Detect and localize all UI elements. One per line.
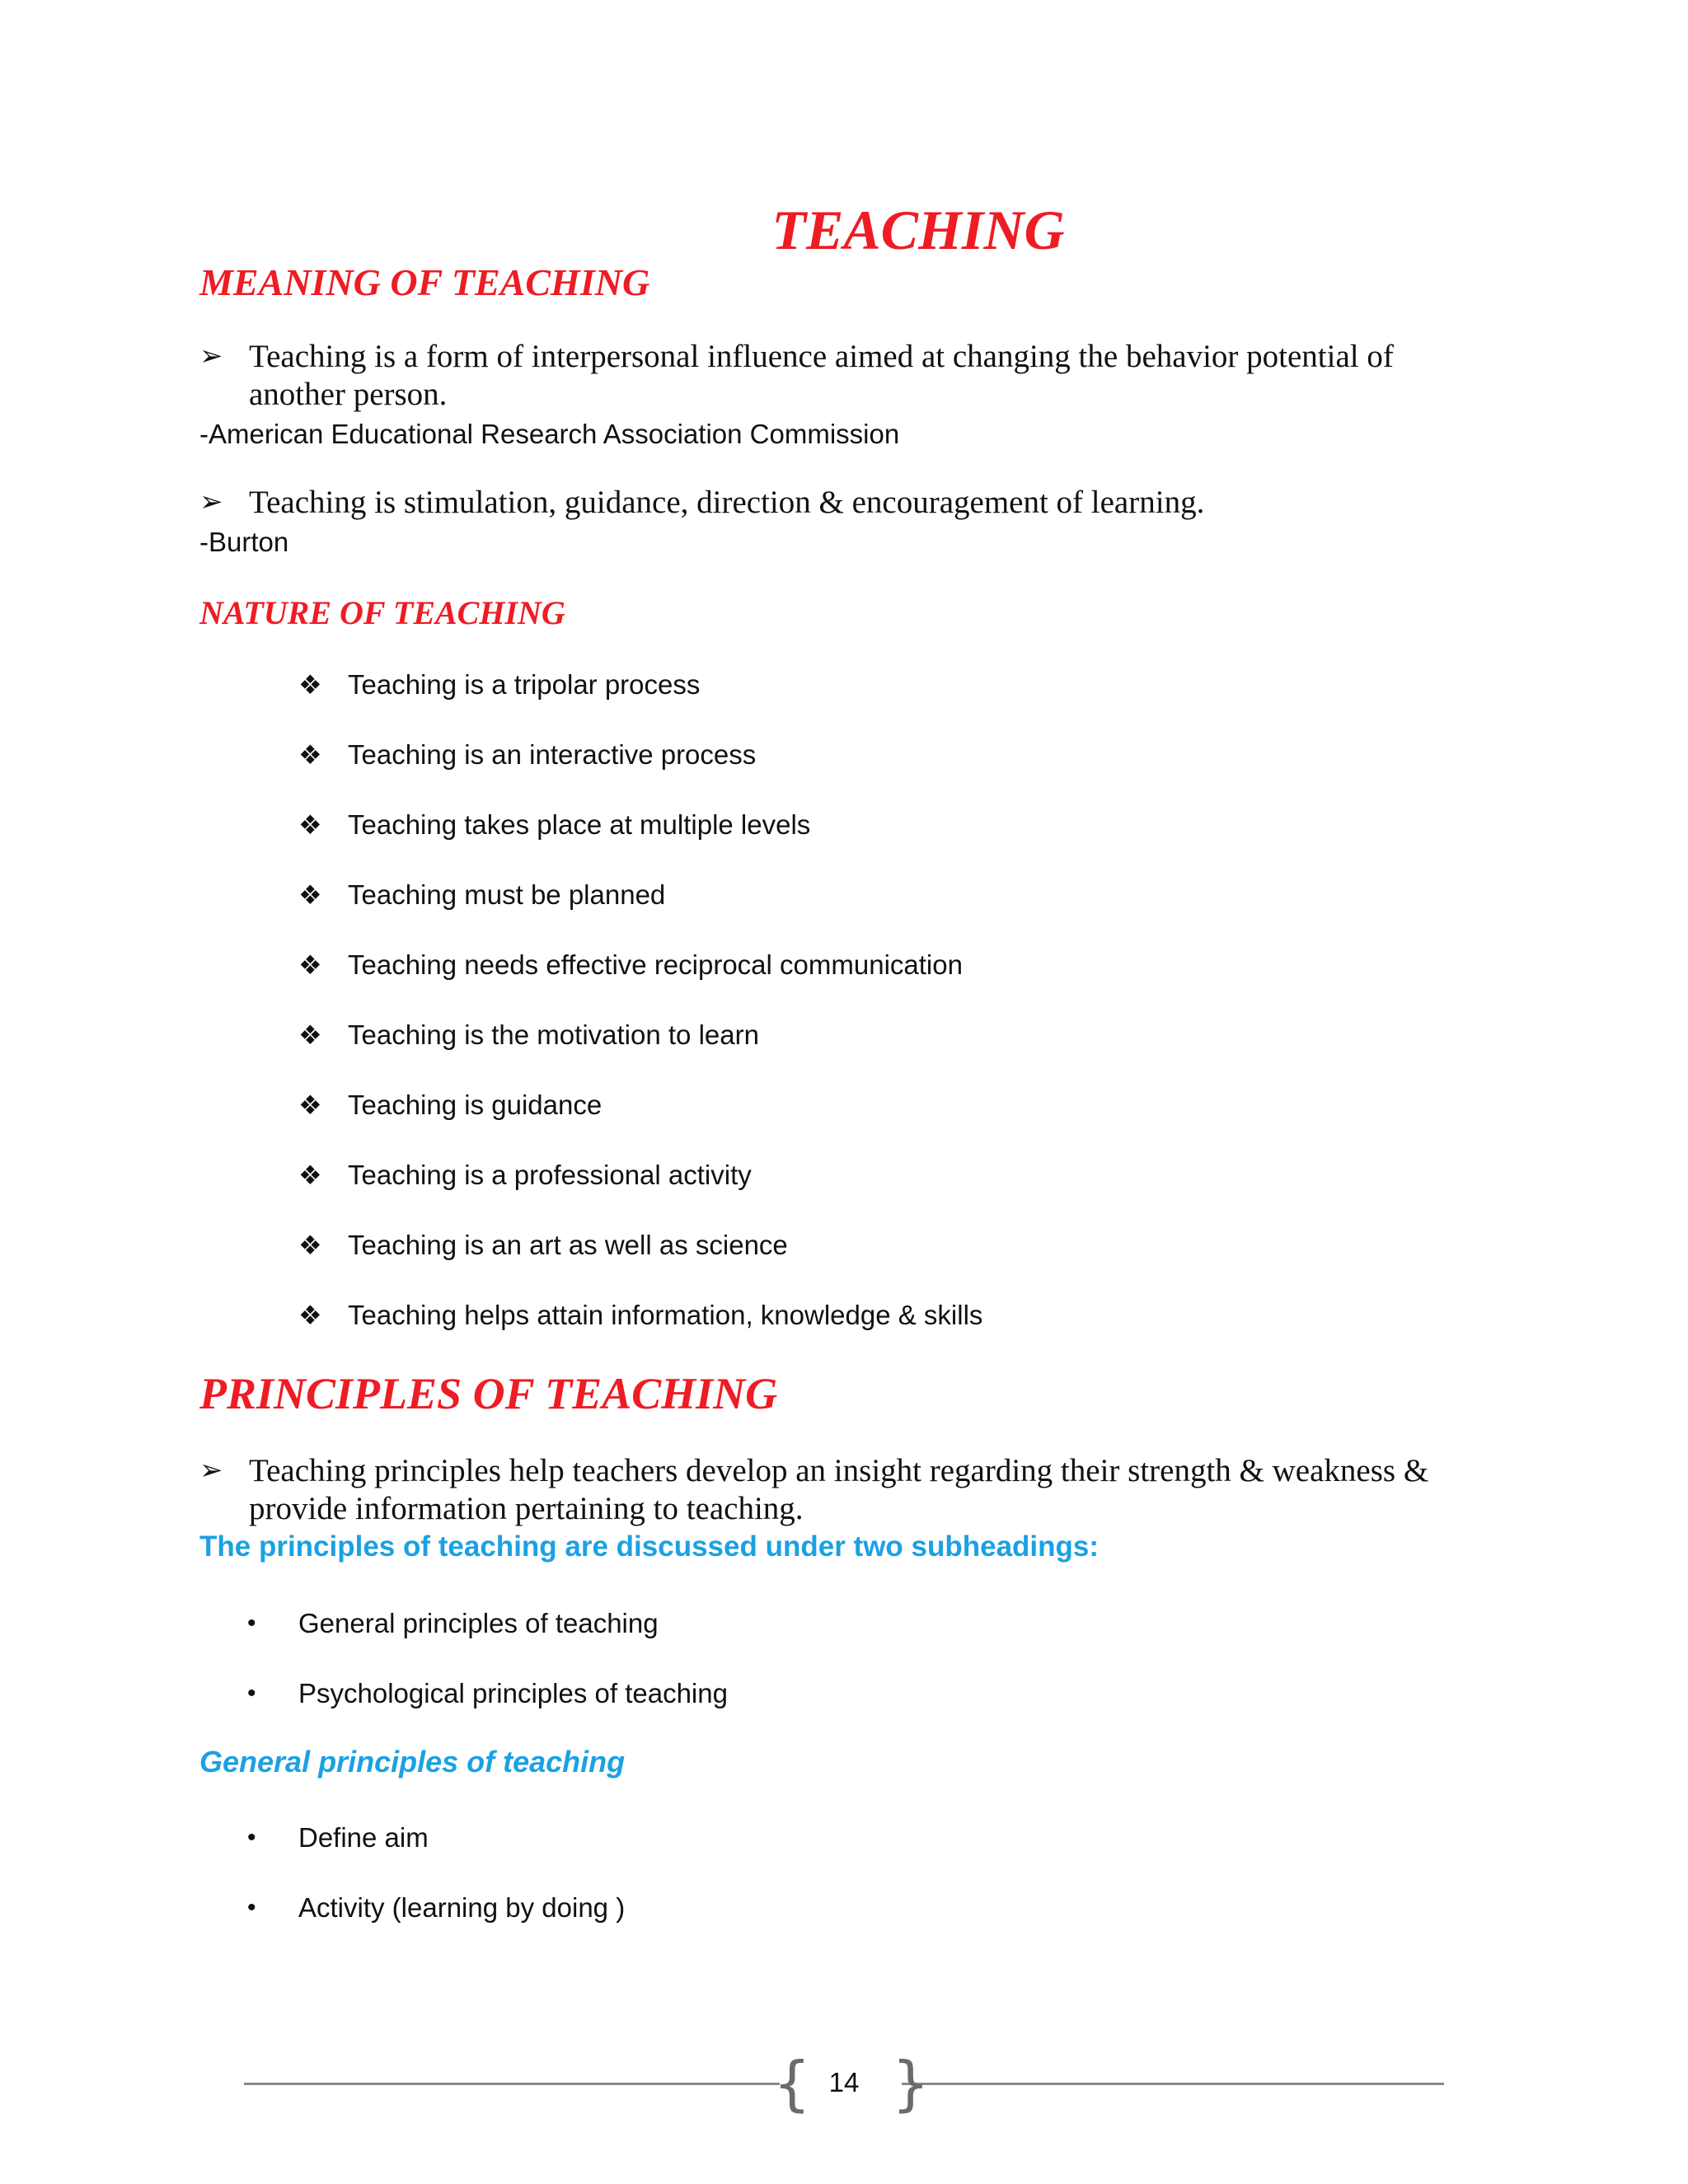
list-item-text: Teaching must be planned [348, 879, 666, 910]
list-item-text: Teaching is guidance [348, 1090, 603, 1120]
list-item [298, 664, 982, 734]
list-item-text: Teaching needs effective reciprocal communication [348, 949, 963, 980]
list-item [247, 1817, 625, 1887]
list-item-text: Psychological principles of teaching [298, 1678, 728, 1708]
general-principles-heading: General principles of teaching [199, 1745, 626, 1779]
principles-intro-text: Teaching principles help teachers develop an insight regarding their strength & weakness & provide information pertaining to teaching. [249, 1453, 1429, 1526]
footer-divider-left [244, 2083, 780, 2085]
list-item-text: Teaching is an art as well as science [348, 1230, 788, 1260]
nature-list [298, 664, 982, 1365]
list-item-text: Teaching is a professional activity [348, 1160, 752, 1190]
list-item-text: Activity (learning by doing ) [298, 1892, 626, 1923]
diamond-bullet-icon: ❖ [298, 950, 322, 980]
list-item [247, 1887, 625, 1957]
list-item [298, 1155, 982, 1225]
diamond-bullet-icon: ❖ [298, 1230, 322, 1260]
meaning-quote-2-attribution: -Burton [199, 527, 289, 557]
list-item-text: Teaching takes place at multiple levels [348, 809, 811, 840]
list-item-text: Define aim [298, 1822, 429, 1853]
bullet-icon: • [247, 1824, 256, 1851]
list-item [298, 874, 982, 944]
diamond-bullet-icon: ❖ [298, 740, 322, 770]
left-brace-icon: { [773, 2049, 811, 2118]
arrow-bullet-icon: ➢ [199, 341, 223, 372]
list-item [298, 1015, 982, 1085]
right-brace-icon: } [892, 2049, 930, 2118]
page-title: TEACHING [771, 199, 1065, 261]
list-item-text: Teaching is an interactive process [348, 739, 757, 770]
list-item [247, 1603, 728, 1673]
list-item-text: Teaching helps attain information, knowledge & skills [348, 1300, 983, 1330]
list-item-text: General principles of teaching [298, 1608, 659, 1638]
meaning-quote-1-attribution: -American Educational Research Association Commission [199, 419, 900, 449]
principles-subheading-note: The principles of teaching are discussed under two subheadings: [199, 1530, 1100, 1563]
list-item [298, 1295, 982, 1365]
list-item [247, 1673, 728, 1743]
diamond-bullet-icon: ❖ [298, 1160, 322, 1190]
diamond-bullet-icon: ❖ [298, 880, 322, 910]
meaning-quote-1 [199, 338, 1485, 414]
meaning-quote-2 [199, 484, 1485, 522]
diamond-bullet-icon: ❖ [298, 670, 322, 700]
list-item [298, 1085, 982, 1155]
list-item-text: Teaching is a tripolar process [348, 669, 701, 700]
principles-heading: PRINCIPLES OF TEACHING [199, 1369, 778, 1418]
list-item [298, 804, 982, 874]
bullet-icon: • [247, 1680, 256, 1707]
meaning-quote-2-text: Teaching is stimulation, guidance, direction & encouragement of learning. [249, 485, 1205, 520]
footer-divider-right [902, 2083, 1444, 2085]
general-principles-list [247, 1817, 625, 1957]
list-item [298, 734, 982, 804]
diamond-bullet-icon: ❖ [298, 810, 322, 840]
principles-intro [199, 1452, 1485, 1528]
list-item [298, 1225, 982, 1295]
diamond-bullet-icon: ❖ [298, 1020, 322, 1050]
diamond-bullet-icon: ❖ [298, 1301, 322, 1330]
meaning-heading: MEANING OF TEACHING [199, 261, 650, 303]
nature-heading: NATURE OF TEACHING [199, 594, 565, 631]
list-item [298, 944, 982, 1015]
bullet-icon: • [247, 1894, 256, 1921]
diamond-bullet-icon: ❖ [298, 1090, 322, 1120]
bullet-icon: • [247, 1610, 256, 1637]
arrow-bullet-icon: ➢ [199, 487, 223, 518]
arrow-bullet-icon: ➢ [199, 1455, 223, 1486]
page-number: 14 [828, 2067, 860, 2097]
list-item-text: Teaching is the motivation to learn [348, 1019, 759, 1050]
principles-subheadings-list [247, 1603, 728, 1743]
meaning-quote-1-text: Teaching is a form of interpersonal influence aimed at changing the behavior potential of another person. [249, 339, 1394, 412]
